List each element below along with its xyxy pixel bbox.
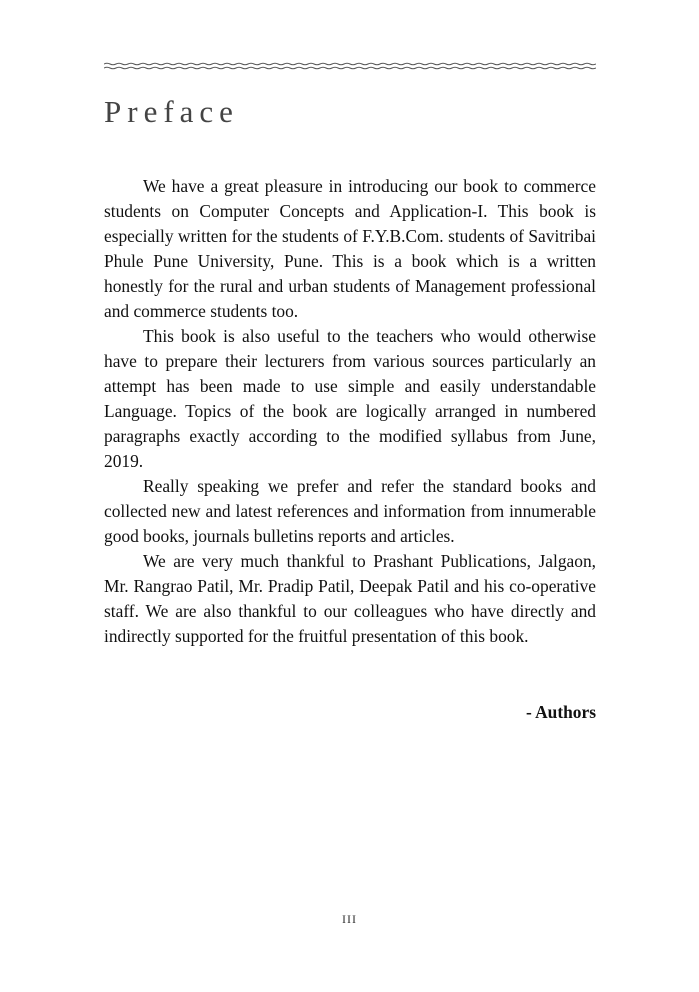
paragraph-3: Really speaking we prefer and refer the standard books and collected new and latest references and information from innumerable good books, journals bulletins reports and articles. bbox=[104, 476, 596, 546]
preface-body bbox=[104, 174, 596, 649]
paragraph-2: This book is also useful to the teachers who would otherwise have to prepare their lecturers from various sources particularly an attempt has been made to use simple and easily understandable Language. Topics of the book are logically arranged in numbered paragraphs exactly according to the modified syllabus from June, 2019. bbox=[104, 326, 596, 471]
paragraph-1: We have a great pleasure in introducing our book to commerce students on Computer Concepts and Application-I. This book is especially written for the students of F.Y.B.Com. students of Savitribai Phule Pune University, Pune. This is a book which is a written honestly for the rural and urban students of Management professional and commerce students too. bbox=[104, 176, 596, 321]
page-number: III bbox=[342, 912, 357, 926]
signature: - Authors bbox=[525, 702, 596, 722]
page-title: Preface bbox=[104, 94, 239, 129]
paragraph-4: We are very much thankful to Prashant Publications, Jalgaon, Mr. Rangrao Patil, Mr. Pradip Patil, Deepak Patil and his co-operative staff. We are also thankful to our colleagues who have directly and indirectly supported for the fruitful presentation of this book. bbox=[104, 551, 596, 646]
wavy-divider bbox=[104, 60, 596, 72]
